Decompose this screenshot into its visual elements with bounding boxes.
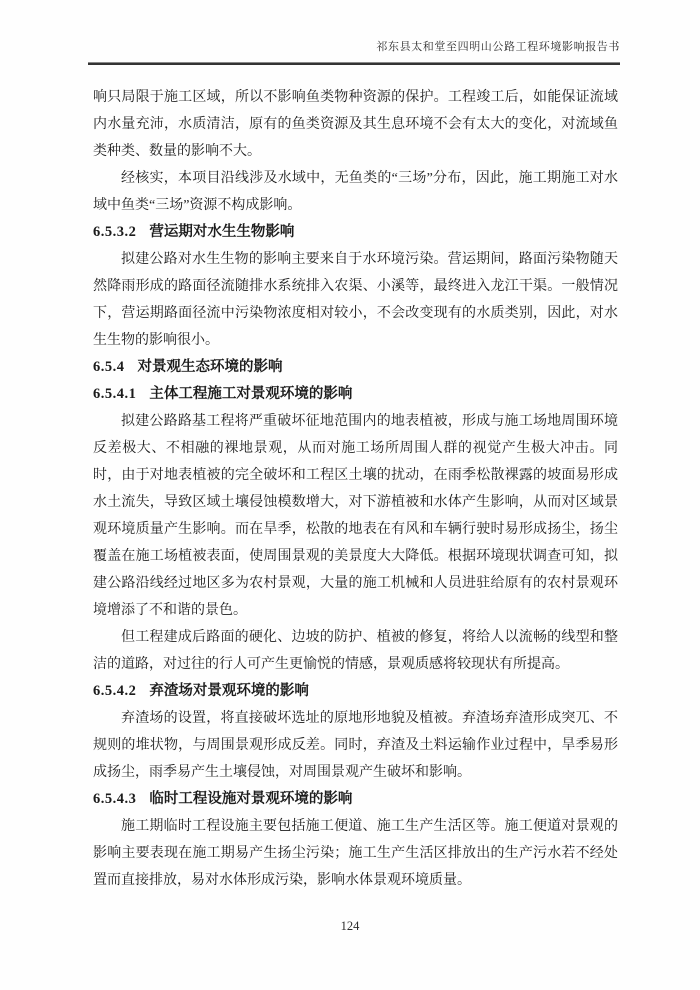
heading-6-5-4-1-main-works-landscape-impact	[93, 381, 618, 408]
header-title: 祁东县太和堂至四明山公路工程环境影响报告书	[376, 41, 620, 53]
heading-6-5-4-3-temporary-facilities-landscape-impact	[93, 786, 618, 813]
header-rule	[88, 62, 620, 65]
heading-number: 6.5.4.3	[93, 791, 137, 807]
heading-number: 6.5.3.2	[93, 224, 137, 240]
paragraph-fish-resource-continuation: 响只局限于施工区域，所以不影响鱼类物种资源的保护。工程竣工后，如能保证流域内水量充沛，水质清洁，原有的鱼类资源及其生息环境不会有太大的变化，对流域鱼类种类、数量的影响不大。	[93, 90, 618, 159]
page-number: 124	[340, 919, 360, 933]
heading-number: 6.5.4.1	[93, 386, 137, 402]
heading-title: 主体工程施工对景观环境的影响	[149, 386, 353, 402]
document-body	[93, 84, 618, 894]
heading-title: 弃渣场对景观环境的影响	[149, 683, 309, 699]
heading-6-5-4-landscape-ecology-impact	[93, 354, 618, 381]
paragraph-post-construction-improvement: 但工程建成后路面的硬化、边坡的防护、植被的修复，将给人以流畅的线型和整洁的道路，对过往的行人可产生更愉悦的情感，景观质感将较现状有所提高。	[93, 630, 618, 672]
heading-title: 对景观生态环境的影响	[137, 359, 283, 375]
heading-title: 营运期对水生生物影响	[149, 224, 295, 240]
paragraph-temporary-facilities-impact: 施工期临时工程设施主要包括施工便道、施工生产生活区等。施工便道对景观的影响主要表现在施工期易产生扬尘污染；施工生产生活区排放出的生产污水若不经处置而直接排放，易对水体形成污染，影响水体景观环境质量。	[93, 819, 618, 888]
heading-6-5-3-2-operation-aquatic-impact	[93, 219, 618, 246]
heading-number: 6.5.4	[93, 359, 125, 375]
paragraph-three-fields-verification: 经核实，本项目沿线涉及水域中，无鱼类的“三场”分布，因此，施工期施工对水域中鱼类“三场”资源不构成影响。	[93, 171, 618, 213]
paragraph-spoil-ground-impact: 弃渣场的设置，将直接破坏选址的原地形地貌及植被。弃渣场弃渣形成突兀、不规则的堆状物，与周围景观形成反差。同时，弃渣及土料运输作业过程中，旱季易形成扬尘，雨季易产生土壤侵蚀，对周围景观产生破坏和影响。	[93, 711, 618, 780]
paragraph-operation-runoff-impact: 拟建公路对水生生物的影响主要来自于水环境污染。营运期间，路面污染物随天然降雨形成的路面径流随排水系统排入农渠、小溪等，最终进入龙江干渠。一般情况下，营运期路面径流中污染物浓度相对较小，不会改变现有的水质类别，因此，对水生生物的影响很小。	[93, 252, 618, 348]
paragraph-roadbed-vegetation-damage: 拟建公路路基工程将严重破坏征地范围内的地表植被，形成与施工场地周围环境反差极大、不相融的裸地景观，从而对施工场所周围人群的视觉产生极大冲击。同时，由于对地表植被的完全破坏和工程区土壤的扰动，在雨季松散裸露的坡面易形成水土流失，导致区域土壤侵蚀模数增大，对下游植被和水体产生影响，从而对区域景观环境质量产生影响。而在旱季，松散的地表在有风和车辆行驶时易形成扬尘，扬尘覆盖在施工场植被表面，使周围景观的美景度大大降低。根据环境现状调查可知，拟建公路沿线经过地区多为农村景观，大量的施工机械和人员进驻给原有的农村景观环境增添了不和谐的景色。	[93, 414, 618, 618]
heading-6-5-4-2-spoil-ground-landscape-impact	[93, 678, 618, 705]
heading-number: 6.5.4.2	[93, 683, 137, 699]
heading-title: 临时工程设施对景观环境的影响	[149, 791, 353, 807]
